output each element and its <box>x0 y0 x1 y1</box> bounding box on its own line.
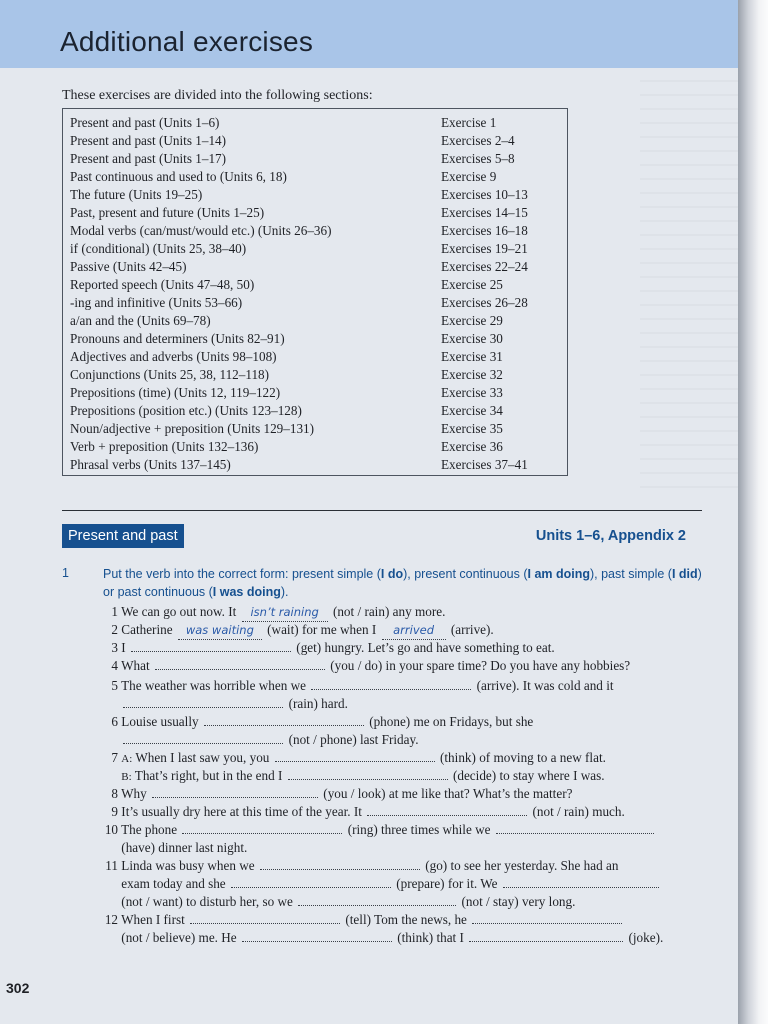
exercise-number: 1 <box>62 566 69 580</box>
section-row <box>70 420 564 438</box>
answer-blank[interactable]: arrived <box>382 621 446 640</box>
page-title: Additional exercises <box>60 26 314 57</box>
answer-blank[interactable] <box>288 767 448 780</box>
section-name: Past, present and future (Units 1–25) <box>70 205 265 220</box>
exercise-item-continued: (have) dinner last night. <box>121 840 248 855</box>
answer-blank[interactable] <box>469 929 623 942</box>
book-gutter <box>738 0 768 1024</box>
section-name: Present and past (Units 1–14) <box>70 133 227 148</box>
section-name: Passive (Units 42–45) <box>70 259 187 274</box>
exercise-item-continued: (not / phone) last Friday. <box>90 731 702 749</box>
exercise-instruction: Put the verb into the correct form: present simple (I do), present continuous (I am doing), past simple (I did) or past continuous (I was doing). <box>103 567 702 599</box>
answer-blank[interactable] <box>260 857 420 870</box>
exercise-item: 8 Why (you / look) at me like that? What’s the matter? <box>111 786 573 801</box>
section-name: Reported speech (Units 47–48, 50) <box>70 277 255 292</box>
section-exercise: Exercises 16–18 <box>441 223 528 238</box>
section-exercise: Exercises 26–28 <box>441 295 528 310</box>
section-row <box>70 348 564 366</box>
section-row <box>70 150 564 168</box>
exercise-item-continued: exam today and she (prepare) for it. We <box>90 875 702 893</box>
section-row <box>70 384 564 402</box>
section-name: -ing and infinitive (Units 53–66) <box>70 295 243 310</box>
exercise-item-continued: (not / believe) me. He (think) that I (joke). <box>121 930 664 945</box>
exercise-item: 3 I (get) hungry. Let’s go and have something to eat. <box>111 640 555 655</box>
answer-blank[interactable] <box>182 821 342 834</box>
answer-blank[interactable] <box>298 893 456 906</box>
section-name: Conjunctions (Units 25, 38, 112–118) <box>70 367 270 382</box>
header-band <box>0 0 752 68</box>
section-name: Pronouns and determiners (Units 82–91) <box>70 331 285 346</box>
answer-blank[interactable] <box>503 875 659 888</box>
section-name: Adjectives and adverbs (Units 98–108) <box>70 349 277 364</box>
section-name: Noun/adjective + preposition (Units 129–131) <box>70 421 315 436</box>
units-label: Units 1–6, Appendix 2 <box>535 528 686 544</box>
answer-blank[interactable] <box>275 749 435 762</box>
section-exercise: Exercise 30 <box>441 331 503 346</box>
section-name: Verb + preposition (Units 132–136) <box>70 439 259 454</box>
section-name: if (conditional) (Units 25, 38–40) <box>70 241 247 256</box>
exercise-item-continued: B: That’s right, but in the end I (decide) to stay where I was. <box>121 768 605 783</box>
answer-blank[interactable] <box>231 875 391 888</box>
section-exercise: Exercises 37–41 <box>441 457 528 472</box>
section-exercise: Exercise 31 <box>441 349 503 364</box>
page-number: 302 <box>6 980 30 996</box>
section-name: The future (Units 19–25) <box>70 187 203 202</box>
answer-blank[interactable] <box>311 677 471 690</box>
section-row <box>70 276 564 294</box>
section-exercise: Exercise 1 <box>441 115 497 130</box>
exercise-item: 12 When I first (tell) Tom the news, he <box>90 911 702 929</box>
exercise-item: 5 The weather was horrible when we (arrive). It was cold and it <box>111 678 614 693</box>
answer-blank[interactable]: was waiting <box>178 621 262 640</box>
section-exercise: Exercise 36 <box>441 439 503 454</box>
section-row <box>70 114 564 132</box>
exercise-item: 7 A: When I last saw you, you (think) of moving to a new flat. <box>111 750 606 765</box>
section-name: Past continuous and used to (Units 6, 18) <box>70 169 287 184</box>
section-row <box>70 132 564 150</box>
exercise-item-continued: (rain) hard. <box>90 695 702 713</box>
answer-blank[interactable] <box>242 929 392 942</box>
section-exercise: Exercise 29 <box>441 313 503 328</box>
answer-blank[interactable] <box>123 731 283 744</box>
sections-table <box>62 108 568 476</box>
answer-blank[interactable] <box>155 657 325 670</box>
answer-blank[interactable] <box>131 639 291 652</box>
exercise-item-continued: (not / want) to disturb her, so we (not / stay) very long. <box>121 894 576 909</box>
section-exercise: Exercise 33 <box>441 385 503 400</box>
section-name: Present and past (Units 1–17) <box>70 151 227 166</box>
answer-blank[interactable] <box>152 785 318 798</box>
section-row <box>70 438 564 456</box>
section-name: Prepositions (position etc.) (Units 123–128) <box>70 403 302 418</box>
answer-blank[interactable] <box>123 695 283 708</box>
exercise-item: 9 It’s usually dry here at this time of the year. It (not / rain) much. <box>111 804 625 819</box>
section-exercise: Exercise 25 <box>441 277 503 292</box>
section-exercise: Exercises 22–24 <box>441 259 528 274</box>
section-exercise: Exercises 19–21 <box>441 241 528 256</box>
section-name: Prepositions (time) (Units 12, 119–122) <box>70 385 281 400</box>
section-row <box>70 186 564 204</box>
section-exercise: Exercises 14–15 <box>441 205 528 220</box>
exercise-item: 2 Catherine was waiting (wait) for me when I arrived (arrive). <box>90 621 702 640</box>
section-row <box>70 204 564 222</box>
section-name: Modal verbs (can/must/would etc.) (Units 26–36) <box>70 223 332 238</box>
exercise-item: 6 Louise usually (phone) me on Fridays, but she <box>111 714 534 729</box>
section-badge: Present and past <box>62 524 184 548</box>
section-row <box>70 330 564 348</box>
section-exercise: Exercise 34 <box>441 403 503 418</box>
answer-blank[interactable] <box>367 803 527 816</box>
section-name: Present and past (Units 1–6) <box>70 115 220 130</box>
section-row <box>70 222 564 240</box>
exercise-item: 11 Linda was busy when we (go) to see her yesterday. She had an <box>105 858 619 873</box>
exercise-item: 10 The phone (ring) three times while we <box>90 821 702 839</box>
section-exercise: Exercises 2–4 <box>441 133 515 148</box>
section-row <box>70 366 564 384</box>
section-row <box>70 456 564 474</box>
answer-blank[interactable] <box>472 911 622 924</box>
section-divider <box>62 510 702 511</box>
section-row <box>70 402 564 420</box>
answer-blank[interactable]: isn’t raining <box>242 603 328 622</box>
section-exercise: Exercises 10–13 <box>441 187 528 202</box>
section-exercise: Exercise 9 <box>441 169 497 184</box>
intro-text: These exercises are divided into the following sections: <box>62 88 373 103</box>
answer-blank[interactable] <box>496 821 654 834</box>
section-name: a/an and the (Units 69–78) <box>70 313 211 328</box>
answer-blank[interactable] <box>204 713 364 726</box>
exercise-item: 4 What (you / do) in your spare time? Do you have any hobbies? <box>111 658 631 673</box>
section-name: Phrasal verbs (Units 137–145) <box>70 457 231 472</box>
section-row <box>70 168 564 186</box>
section-exercise: Exercise 35 <box>441 421 503 436</box>
section-exercise: Exercises 5–8 <box>441 151 515 166</box>
section-row <box>70 312 564 330</box>
section-row <box>70 294 564 312</box>
section-exercise: Exercise 32 <box>441 367 503 382</box>
show-through-text <box>640 80 740 500</box>
section-row <box>70 258 564 276</box>
answer-blank[interactable] <box>190 911 340 924</box>
section-row <box>70 240 564 258</box>
exercise-item: 1 We can go out now. It isn’t raining (not / rain) any more. <box>90 603 702 622</box>
